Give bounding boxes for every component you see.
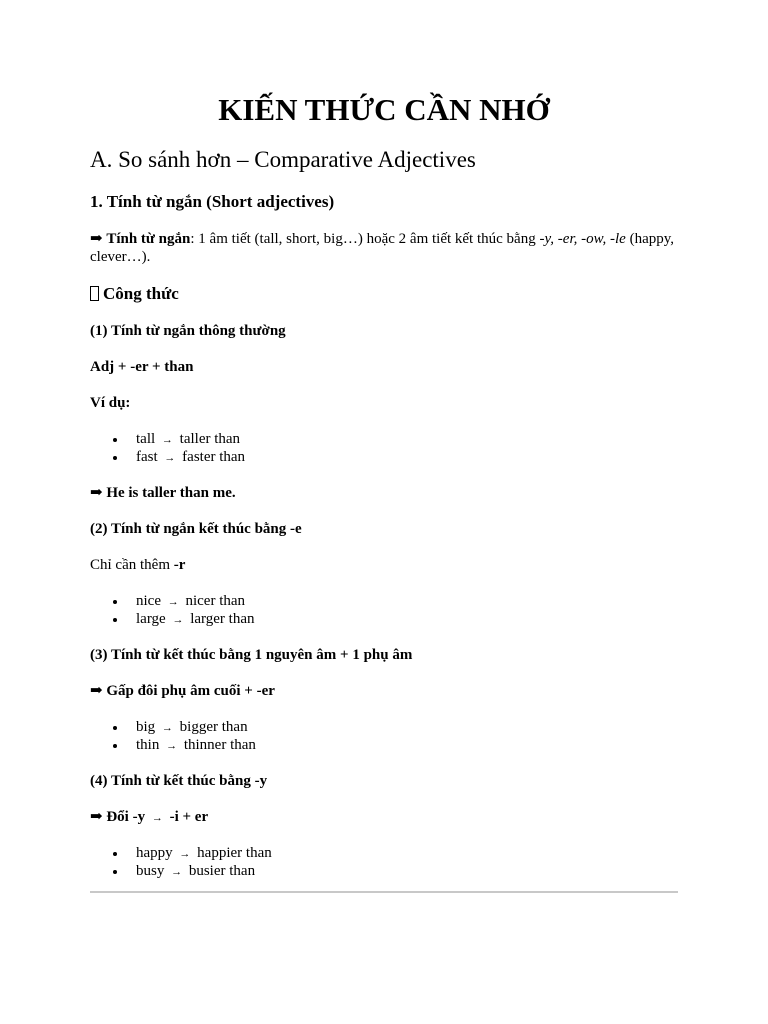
list-item: tall → taller than xyxy=(90,430,245,448)
list-item: large → larger than xyxy=(90,610,255,628)
arrow-right-icon: → xyxy=(164,452,176,464)
arrow-right-icon: → xyxy=(151,812,163,824)
arrow-right-icon: → xyxy=(167,596,179,608)
rule2-note: Chỉ cần thêm -r xyxy=(90,557,186,573)
formula-heading xyxy=(90,284,179,304)
definition-term: Tính từ ngắn xyxy=(106,231,191,247)
definition-endings: -y, -er, -ow, -le xyxy=(539,231,626,247)
list-item: happy → happier than xyxy=(90,844,272,862)
definition-text-end: (happy, clever…). xyxy=(90,231,675,265)
rule4-heading: (4) Tính từ kết thúc bằng -y xyxy=(90,773,268,789)
arrow-right-icon: → xyxy=(172,614,184,626)
list-item: nice → nicer than xyxy=(90,592,255,610)
arrow-right-icon: → xyxy=(161,434,173,446)
rule2-heading: (2) Tính từ ngắn kết thúc bằng -e xyxy=(90,521,302,537)
rule4-example-list xyxy=(90,844,272,880)
missing-glyph-icon xyxy=(90,286,99,301)
rule2-example-list xyxy=(90,592,255,628)
page-title: KIẾN THỨC CẦN NHỚ xyxy=(218,92,550,127)
subsection-heading-short-adjectives: 1. Tính từ ngắn (Short adjectives) xyxy=(90,192,335,211)
rule3-instruction: ➡ Gấp đôi phụ âm cuối + -er xyxy=(90,683,275,699)
list-item: busy → busier than xyxy=(90,862,272,880)
rule1-heading: (1) Tính từ ngắn thông thường xyxy=(90,323,286,339)
rule4-instruction: ➡ Đổi -y → -i + er xyxy=(90,809,209,825)
list-item: thin → thinner than xyxy=(90,736,256,754)
list-item: big → bigger than xyxy=(90,718,256,736)
example-label: Ví dụ: xyxy=(90,395,131,411)
definition-text: : 1 âm tiết (tall, short, big…) hoặc 2 âm tiết kết thúc bằng xyxy=(190,231,540,247)
rule1-example-list xyxy=(90,430,245,466)
rule1-example-sentence: ➡ He is taller than me. xyxy=(90,485,236,501)
arrow-icon: ➡ xyxy=(90,231,103,247)
arrow-right-icon: → xyxy=(171,866,183,878)
rule3-example-list xyxy=(90,718,256,754)
section-heading-comparative: A. So sánh hơn – Comparative Adjectives xyxy=(90,147,476,172)
definition-paragraph xyxy=(90,230,678,266)
list-item: fast → faster than xyxy=(90,448,245,466)
divider xyxy=(90,891,678,893)
rule3-heading: (3) Tính từ kết thúc bằng 1 nguyên âm + 1 phụ âm xyxy=(90,647,413,663)
formula-heading-label: Công thức xyxy=(103,284,179,303)
rule1-formula: Adj + -er + than xyxy=(90,359,194,375)
arrow-right-icon: → xyxy=(179,848,191,860)
arrow-right-icon: → xyxy=(161,722,173,734)
arrow-right-icon: → xyxy=(166,740,178,752)
